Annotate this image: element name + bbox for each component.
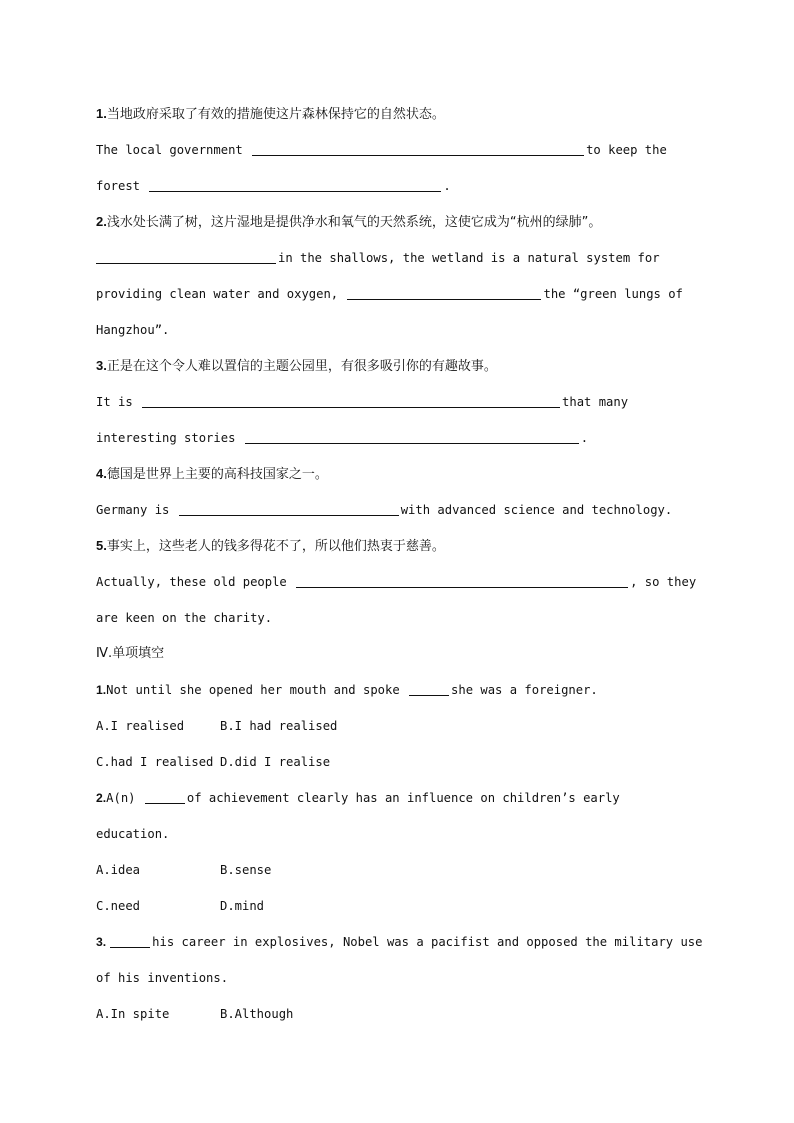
chinese-sentence: 正是在这个令人难以置信的主题公园里，有很多吸引你的有趣故事。 <box>106 359 497 374</box>
question-5-line-1 <box>96 564 696 600</box>
question-number: 3. <box>96 358 107 373</box>
answer-blank[interactable] <box>347 285 541 300</box>
question-5-chinese <box>96 528 696 564</box>
question-1-line-1 <box>96 132 696 168</box>
question-2-line-2 <box>96 276 696 312</box>
sentence-text: The local government <box>96 143 251 157</box>
question-number: 2. <box>96 214 107 229</box>
sentence-text: providing clean water and oxygen, <box>96 287 346 301</box>
sentence-text: education. <box>96 827 170 841</box>
answer-blank[interactable] <box>96 249 276 264</box>
sentence-text: that many <box>562 395 629 409</box>
mcq-2-options-row-2 <box>96 888 696 924</box>
question-number: 1. <box>96 106 107 121</box>
answer-blank[interactable] <box>252 141 584 156</box>
option-a[interactable]: A.I realised <box>96 719 185 733</box>
sentence-text: forest <box>96 179 148 193</box>
sentence-text: It is <box>96 395 141 409</box>
question-2-line-1 <box>96 240 696 276</box>
sentence-text: Not until she opened her mouth and spoke <box>106 683 408 697</box>
sentence-text: are keen on the charity. <box>96 611 273 625</box>
answer-blank[interactable] <box>296 573 628 588</box>
option-b[interactable]: B.sense <box>220 863 272 877</box>
question-3-chinese <box>96 348 696 384</box>
question-2-line-3 <box>96 312 696 348</box>
mcq-1-options-row-1 <box>96 708 696 744</box>
question-3-line-2 <box>96 420 696 456</box>
option-a[interactable]: A.In spite <box>96 1007 170 1021</box>
sentence-text: . <box>580 431 589 445</box>
answer-blank[interactable] <box>142 393 560 408</box>
question-number: 2. <box>96 791 107 805</box>
answer-blank[interactable] <box>245 429 579 444</box>
question-number: 1. <box>96 683 107 697</box>
option-d[interactable]: D.did I realise <box>220 755 331 769</box>
mcq-1-options-row-2 <box>96 744 696 780</box>
sentence-text: Germany is <box>96 503 177 517</box>
option-d[interactable]: D.mind <box>220 899 265 913</box>
mcq-3-stem <box>96 924 703 960</box>
question-4-chinese <box>96 456 696 492</box>
sentence-text: the “green lungs of <box>543 287 683 301</box>
question-number: 3. <box>96 935 107 949</box>
question-5-line-2 <box>96 600 696 636</box>
mcq-2-stem <box>96 780 696 816</box>
sentence-text: A(n) <box>106 791 143 805</box>
question-number: 5. <box>96 538 107 553</box>
answer-blank[interactable] <box>149 177 441 192</box>
chinese-sentence: 浅水处长满了树，这片湿地是提供净水和氧气的天然系统，这使它成为“杭州的绿肺”。 <box>106 215 602 230</box>
option-b[interactable]: B.Although <box>220 1007 294 1021</box>
chinese-sentence: 当地政府采取了有效的措施使这片森林保持它的自然状态。 <box>106 107 445 122</box>
sentence-text: she was a foreigner. <box>451 683 598 697</box>
question-3-line-1 <box>96 384 696 420</box>
mcq-2-options-row-1 <box>96 852 696 888</box>
mcq-1-stem <box>96 672 696 708</box>
sentence-text: his career in explosives, Nobel was a pacifist and opposed the military use <box>152 935 703 949</box>
sentence-text: of his inventions. <box>96 971 229 985</box>
option-c[interactable]: C.had I realised <box>96 755 214 769</box>
sentence-text: in the shallows, the wetland is a natural system for <box>278 251 660 265</box>
mcq-3-stem-continued <box>96 960 696 996</box>
option-c[interactable]: C.need <box>96 899 141 913</box>
option-b[interactable]: B.I had realised <box>220 719 338 733</box>
sentence-text: , so they <box>630 575 697 589</box>
sentence-text: Hangzhou”. <box>96 323 170 337</box>
question-1-line-2 <box>96 168 696 204</box>
sentence-text: . <box>443 179 451 193</box>
sentence-text: interesting stories <box>96 431 243 445</box>
answer-blank[interactable] <box>409 681 449 696</box>
sentence-text: Actually, these old people <box>96 575 295 589</box>
answer-blank[interactable] <box>145 789 185 804</box>
worksheet <box>96 96 703 1032</box>
question-2-chinese <box>96 204 696 240</box>
answer-blank[interactable] <box>179 501 399 516</box>
mcq-3-options-row-1 <box>96 996 696 1032</box>
answer-blank[interactable] <box>110 933 150 948</box>
question-number: 4. <box>96 466 107 481</box>
chinese-sentence: 德国是世界上主要的高科技国家之一。 <box>106 467 328 482</box>
chinese-sentence: 事实上，这些老人的钱多得花不了，所以他们热衷于慈善。 <box>106 539 445 554</box>
question-1-chinese <box>96 96 696 132</box>
sentence-text: of achievement clearly has an influence on children’s early <box>186 791 620 805</box>
section-heading <box>96 636 696 672</box>
question-4-line-1 <box>96 492 696 528</box>
mcq-2-stem-continued <box>96 816 696 852</box>
sentence-text: to keep the <box>586 143 667 157</box>
sentence-text: with advanced science and technology. <box>400 503 673 517</box>
section-title: Ⅳ.单项填空 <box>96 646 165 661</box>
option-a[interactable]: A.idea <box>96 863 141 877</box>
